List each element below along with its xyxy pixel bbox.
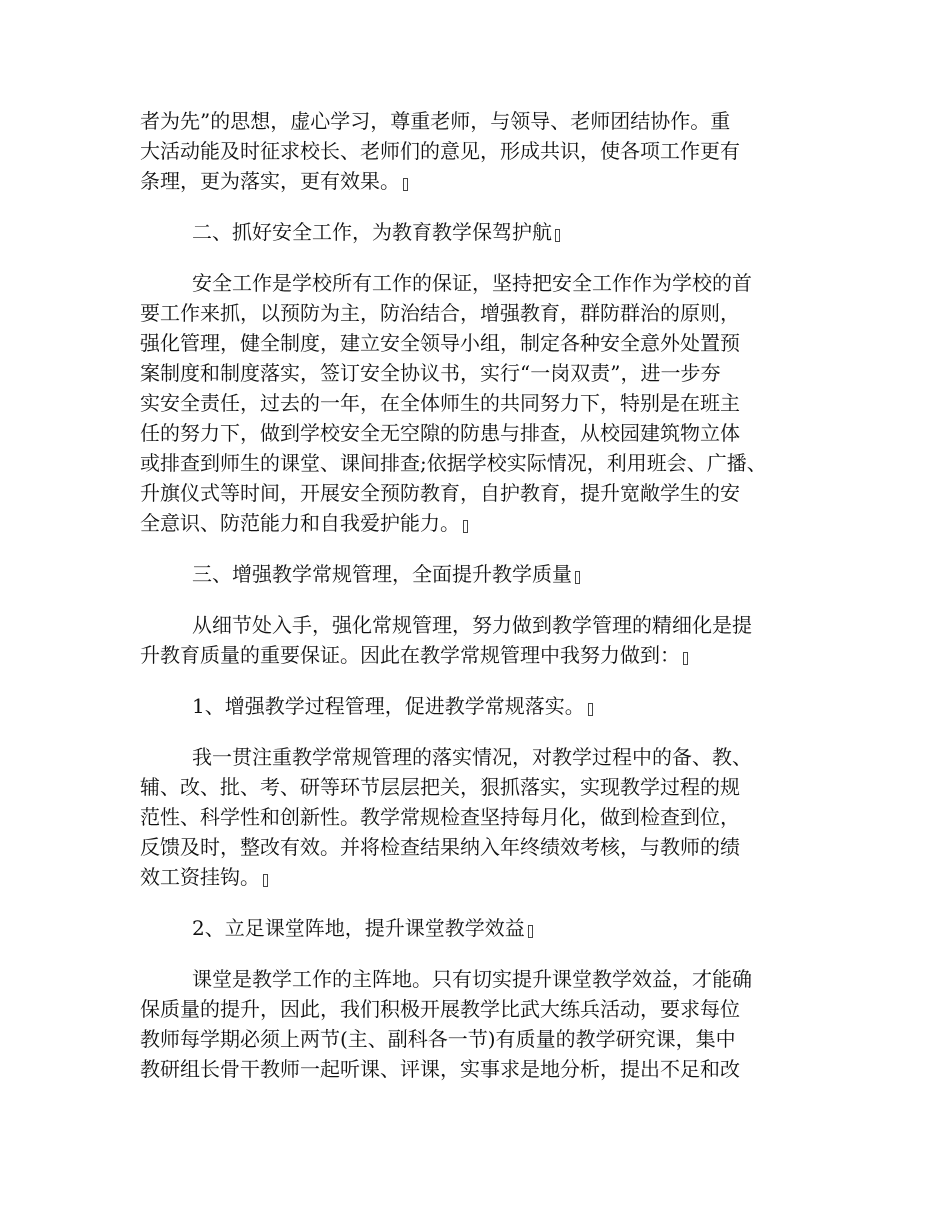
text-line: 大活动能及时征求校长、老师们的意见，形成共识，使各项工作更有: [140, 139, 740, 163]
text-line: 我一贯注重教学常规管理的落实情况，对教学过程中的备、教、: [192, 745, 752, 769]
text-line: 课堂是教学工作的主阵地。只有切实提升课堂教学效益，才能确: [192, 967, 752, 991]
text-line: 强化管理，健全制度，建立安全领导小组，制定各种安全意外处置预: [140, 331, 740, 355]
text-line: 升旗仪式等时间，开展安全预防教育，自护教育，提升宽敞学生的安: [140, 481, 740, 505]
text-line: [140, 913, 830, 943]
text-line: 从细节处入手，强化常规管理，努力做到教学管理的精细化是提: [192, 613, 752, 637]
paragraph: [140, 106, 830, 196]
paragraph-mark-icon: [575, 571, 580, 584]
text-line: [140, 691, 830, 721]
paragraph: [140, 964, 830, 1084]
paragraph-mark-icon: [463, 520, 468, 533]
text-line: [140, 166, 830, 196]
text-line: 案制度和制度落实，签订安全协议书，实行“一岗双责”，进一步夯: [140, 361, 721, 385]
text-line: 保质量的提升，因此，我们积极开展教学比武大练兵活动，要求每位: [140, 997, 740, 1021]
subsection-heading: [140, 691, 830, 721]
paragraph-mark-icon: [588, 703, 593, 716]
section-heading: [140, 559, 830, 589]
section-heading: [140, 217, 830, 247]
text-line: 者为先”的思想，虚心学习，尊重老师，与领导、老师团结协作。重: [140, 109, 731, 133]
paragraph: [140, 742, 830, 892]
heading-text: 2、立足课堂阵地，提升课堂教学效益: [192, 916, 525, 940]
text-line-content: 升教育质量的重要保证。因此在教学常规管理中我努力做到：: [140, 643, 680, 667]
text-line: 教师每学期必须上两节(主、副科各一节)有质量的教学研究课，集中: [140, 1027, 736, 1051]
paragraph-mark-icon: [555, 229, 560, 242]
heading-text: 二、抓好安全工作，为教育教学保驾护航: [192, 220, 552, 244]
text-line: [140, 640, 830, 670]
subsection-heading: [140, 913, 830, 943]
text-line: 实安全责任，过去的一年，在全体师生的共同努力下，特别是在班主: [140, 391, 740, 415]
paragraph-mark-icon: [683, 652, 688, 665]
text-line: 范性、科学性和创新性。教学常规检查坚持每月化，做到检查到位，: [140, 805, 740, 829]
paragraph-mark-icon: [403, 178, 408, 191]
text-line: 辅、改、批、考、研等环节层层把关，狠抓落实，实现教学过程的规: [140, 775, 740, 799]
document-body: [140, 106, 830, 1084]
text-line: 教研组长骨干教师一起听课、评课，实事求是地分析，提出不足和改: [140, 1057, 740, 1081]
paragraph: [140, 268, 830, 538]
heading-text: 三、增强教学常规管理，全面提升教学质量: [192, 562, 572, 586]
heading-text: 1、增强教学过程管理，促进教学常规落实。: [192, 694, 585, 718]
text-line: [140, 559, 830, 589]
paragraph-mark-icon: [263, 874, 268, 887]
text-line: 或排查到师生的课堂、课间排查;依据学校实际情况，利用班会、广播、: [140, 451, 767, 475]
paragraph: [140, 610, 830, 670]
text-line-content: 全意识、防范能力和自我爱护能力。: [140, 511, 460, 535]
text-line-content: 效工资挂钩。: [140, 865, 260, 889]
text-line: 反馈及时，整改有效。并将检查结果纳入年终绩效考核，与教师的绩: [140, 835, 740, 859]
text-line: [140, 217, 830, 247]
text-line: 任的努力下，做到学校安全无空隙的防患与排查，从校园建筑物立体: [140, 421, 740, 445]
text-line: 安全工作是学校所有工作的保证，坚持把安全工作作为学校的首: [192, 271, 752, 295]
text-line: [140, 508, 830, 538]
text-line: [140, 862, 830, 892]
paragraph-mark-icon: [528, 925, 533, 938]
text-line-content: 条理，更为落实，更有效果。: [140, 169, 400, 193]
text-line: 要工作来抓，以预防为主，防治结合，增强教育，群防群治的原则，: [140, 301, 740, 325]
